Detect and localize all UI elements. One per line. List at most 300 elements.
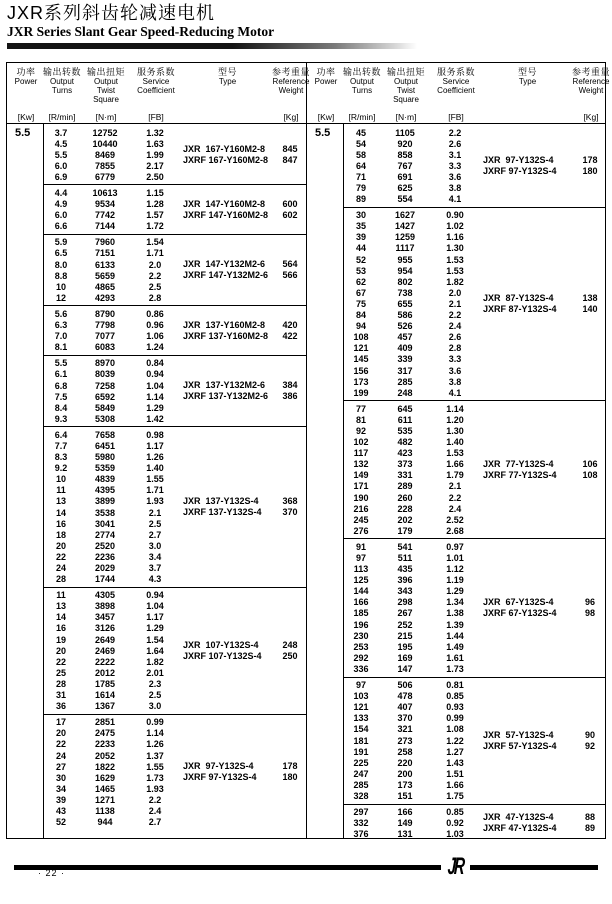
output-torque-cell: 166	[397, 807, 413, 818]
output-torque-cell: 7798	[94, 320, 116, 331]
output-turns-cell: 79	[355, 183, 366, 194]
spec-group	[344, 210, 606, 399]
reference-weight-value: 178	[582, 154, 598, 165]
model-type-label: JXR 107-Y132S-4	[183, 639, 259, 650]
output-torque-cell: 1367	[94, 701, 116, 712]
output-torque-cell: 7144	[94, 221, 116, 232]
output-turns-cell: 5.5	[54, 358, 68, 369]
power-value: 5.5	[15, 127, 31, 139]
footer-rule-left-segment	[14, 865, 441, 870]
service-coefficient-cell: 1.53	[446, 265, 464, 276]
output-turns-cell: 199	[353, 387, 369, 398]
reference-weight-value: 847	[282, 154, 298, 165]
spec-group	[344, 127, 606, 205]
output-torque-cell: 409	[397, 343, 413, 354]
output-torque-cell: 298	[397, 597, 413, 608]
service-coefficient-cell: 1.26	[146, 452, 164, 463]
power-value: 5.5	[315, 127, 331, 139]
output-torque-cell: 1822	[94, 761, 116, 772]
right-table-body	[307, 124, 606, 838]
output-turns-cell: 16	[55, 518, 66, 529]
group-separator	[344, 207, 606, 208]
output-torque-cell: 2029	[94, 563, 116, 574]
output-turns-cell: 245	[353, 514, 369, 525]
output-turns-cell: 4.9	[54, 199, 68, 210]
service-coefficient-cell: 1.20	[446, 414, 464, 425]
output-torque-cell: 149	[397, 818, 413, 829]
output-torque-cell: 5980	[94, 452, 116, 463]
group-separator	[44, 234, 306, 235]
output-turns-cell: 8.3	[54, 452, 68, 463]
output-turns-cell: 8.1	[54, 342, 68, 353]
output-turns-cell: 4.5	[54, 138, 68, 149]
service-coefficient-cell: 1.30	[446, 243, 464, 254]
output-torque-cell: 7960	[94, 237, 116, 248]
output-torque-cell: 586	[397, 310, 413, 321]
model-type-label: JXRF 137-Y132M2-6	[183, 391, 269, 402]
reference-weight-value: 92	[584, 740, 595, 751]
page-title-en: JXR Series Slant Gear Speed-Reducing Motor	[7, 24, 275, 39]
service-coefficient-cell: 1.66	[446, 779, 464, 790]
service-coefficient-cell: 2.5	[148, 281, 162, 292]
turns-label-en2: Turns	[351, 85, 373, 95]
output-turns-cell: 196	[353, 619, 369, 630]
weight-block	[275, 380, 305, 402]
model-type-label: JXRF 137-Y160M2-8	[183, 330, 269, 341]
output-turns-cell: 225	[353, 757, 369, 768]
service-coefficient-cell: 3.4	[148, 551, 162, 562]
power-column	[7, 124, 44, 838]
output-turns-cell: 216	[353, 503, 369, 514]
output-turns-cell: 171	[353, 481, 369, 492]
output-turns-cell: 58	[355, 149, 366, 160]
service-coefficient-cell: 3.3	[448, 354, 462, 365]
turns-label-en1: Output	[349, 77, 374, 86]
model-type-label: JXR 87-Y132S-4	[483, 292, 554, 303]
weight-label-en2: Weight	[278, 85, 304, 95]
output-torque-cell: 6083	[94, 342, 116, 353]
output-turns-cell: 89	[355, 194, 366, 205]
weight-block	[275, 640, 305, 662]
service-column-header	[433, 67, 479, 123]
output-torque-cell: 3899	[94, 496, 116, 507]
output-torque-cell: 8970	[94, 358, 116, 369]
output-torque-cell: 2520	[94, 540, 116, 551]
power-label-en: Power	[14, 77, 38, 86]
service-coefficient-cell: 0.84	[146, 358, 164, 369]
output-turns-cell: 6.5	[54, 248, 68, 259]
output-torque-cell: 228	[397, 503, 413, 514]
group-separator	[44, 587, 306, 588]
service-coefficient-cell: 1.66	[446, 459, 464, 470]
service-coefficient-cell: 2.5	[148, 690, 162, 701]
reference-weight-value: 180	[282, 772, 298, 783]
service-label-en2: Coefficient	[137, 85, 175, 95]
output-torque-cell: 151	[397, 790, 413, 801]
model-type-label: JXR 137-Y160M2-8	[183, 319, 266, 330]
power-label-zh: 功率	[16, 67, 36, 77]
output-turns-cell: 276	[353, 525, 369, 536]
spec-group	[344, 541, 606, 674]
data-column	[344, 124, 606, 838]
type-block	[178, 640, 275, 662]
torque-unit: [N·m]	[95, 112, 117, 122]
service-coefficient-cell: 2.50	[146, 171, 164, 182]
reference-weight-value: 845	[282, 143, 298, 154]
model-type-label: JXR 77-Y132S-4	[483, 458, 554, 469]
output-turns-cell: 30	[55, 772, 66, 783]
service-coefficient-cell: 3.1	[448, 149, 462, 160]
torque-label-en2: Twist	[96, 85, 116, 95]
output-torque-cell: 321	[397, 724, 413, 735]
model-type-label: JXRF 147-Y132M2-6	[183, 270, 269, 281]
reference-weight-value: 90	[584, 729, 595, 740]
left-table-header	[7, 63, 311, 124]
service-coefficient-cell: 1.54	[146, 237, 164, 248]
output-torque-cell: 2052	[94, 750, 116, 761]
service-coefficient-cell: 2.2	[448, 492, 462, 503]
torque-label-en1: Output	[93, 77, 118, 86]
service-coefficient-cell: 2.2	[148, 794, 162, 805]
output-torque-cell: 478	[397, 691, 413, 702]
output-torque-cell: 6133	[94, 259, 116, 270]
service-coefficient-cell: 0.92	[446, 818, 464, 829]
reference-weight-value: 600	[282, 198, 298, 209]
service-unit: [FB]	[448, 112, 464, 122]
weight-block	[275, 320, 305, 342]
output-turns-cell: 54	[355, 138, 366, 149]
service-coefficient-cell: 1.26	[146, 739, 164, 750]
weight-label-en2: Weight	[578, 85, 604, 95]
output-torque-cell: 6779	[94, 171, 116, 182]
weight-block	[575, 155, 605, 177]
output-torque-cell: 331	[397, 470, 413, 481]
reference-weight-value: 89	[584, 823, 595, 834]
output-turns-cell: 190	[353, 492, 369, 503]
service-coefficient-cell: 4.3	[148, 574, 162, 585]
type-block	[178, 761, 275, 783]
power-column	[307, 124, 344, 838]
output-torque-cell: 5359	[94, 463, 116, 474]
type-block	[178, 496, 275, 518]
weight-block	[575, 730, 605, 752]
output-turns-cell: 92	[355, 425, 366, 436]
output-turns-cell: 17	[55, 717, 66, 728]
output-torque-cell: 511	[397, 553, 413, 564]
service-coefficient-cell: 1.03	[446, 829, 464, 838]
output-turns-cell: 156	[353, 365, 369, 376]
service-coefficient-cell: 1.51	[446, 768, 464, 779]
output-torque-cell: 2475	[94, 728, 116, 739]
reference-weight-value: 602	[282, 209, 298, 220]
output-turns-cell: 4.4	[54, 188, 68, 199]
turns-label-en2: Turns	[51, 85, 73, 95]
left-table-body	[7, 124, 306, 838]
service-coefficient-cell: 4.1	[448, 387, 462, 398]
type-label-zh: 型号	[217, 67, 237, 77]
output-torque-cell: 541	[397, 541, 413, 552]
output-torque-cell: 611	[397, 414, 413, 425]
group-separator	[44, 355, 306, 356]
output-turns-cell: 62	[355, 276, 366, 287]
service-coefficient-cell: 1.42	[146, 413, 164, 424]
model-type-label: JXRF 97-Y132S-4	[483, 165, 557, 176]
output-torque-cell: 200	[397, 768, 413, 779]
spec-group	[44, 187, 306, 231]
service-coefficient-cell: 1.40	[146, 463, 164, 474]
output-torque-cell: 2222	[94, 656, 116, 667]
weight-block	[275, 199, 305, 221]
output-turns-cell: 121	[353, 343, 369, 354]
output-turns-cell: 6.1	[54, 369, 68, 380]
power-column-header	[7, 67, 45, 123]
output-turns-cell: 52	[55, 817, 66, 828]
output-turns-cell: 6.3	[54, 320, 68, 331]
group-separator	[44, 305, 306, 306]
service-coefficient-cell: 2.1	[148, 507, 162, 518]
model-type-label: JXRF 57-Y132S-4	[483, 740, 557, 751]
output-torque-cell: 5308	[94, 413, 116, 424]
spec-group	[44, 358, 306, 425]
output-turns-cell: 6.6	[54, 221, 68, 232]
output-turns-cell: 35	[355, 221, 366, 232]
output-torque-cell: 1614	[94, 690, 116, 701]
torque-label-en3: Square	[393, 94, 419, 104]
weight-unit: [Kg]	[583, 112, 599, 122]
output-turns-cell: 39	[355, 232, 366, 243]
output-torque-cell: 2774	[94, 529, 116, 540]
output-torque-cell: 343	[397, 586, 413, 597]
page-number: · 22 ·	[38, 868, 66, 878]
model-type-label: JXR 97-Y132S-4	[483, 154, 554, 165]
output-torque-cell: 248	[397, 387, 413, 398]
service-coefficient-cell: 1.82	[146, 656, 164, 667]
service-coefficient-cell: 1.17	[146, 440, 164, 451]
output-turns-cell: 13	[55, 601, 66, 612]
output-turns-cell: 94	[355, 321, 366, 332]
output-turns-cell: 39	[55, 794, 66, 805]
reference-weight-value: 138	[582, 292, 598, 303]
spec-group	[44, 237, 306, 304]
output-torque-cell: 526	[397, 321, 413, 332]
output-torque-cell: 147	[397, 663, 413, 674]
output-torque-cell: 3041	[94, 518, 116, 529]
service-coefficient-cell: 1.53	[446, 254, 464, 265]
output-turns-cell: 12	[55, 292, 66, 303]
output-torque-cell: 423	[397, 448, 413, 459]
output-turns-cell: 28	[55, 574, 66, 585]
service-coefficient-cell: 1.38	[446, 608, 464, 619]
service-label-en1: Service	[142, 77, 170, 86]
output-torque-cell: 738	[397, 287, 413, 298]
output-torque-cell: 6592	[94, 391, 116, 402]
output-turns-cell: 53	[355, 265, 366, 276]
output-torque-cell: 1629	[94, 772, 116, 783]
turns-column-header	[343, 67, 382, 123]
output-turns-cell: 75	[355, 298, 366, 309]
reference-weight-value: 564	[282, 259, 298, 270]
spec-group	[344, 807, 606, 838]
output-turns-cell: 6.8	[54, 380, 68, 391]
page-header	[7, 2, 607, 49]
output-torque-cell: 12752	[92, 127, 118, 138]
output-turns-cell: 121	[353, 702, 369, 713]
service-coefficient-cell: 2.0	[148, 259, 162, 270]
output-turns-cell: 10	[55, 474, 66, 485]
service-coefficient-cell: 0.96	[146, 320, 164, 331]
output-turns-cell: 25	[55, 667, 66, 678]
output-turns-cell: 113	[353, 564, 369, 575]
weight-label-en1: Reference	[572, 77, 610, 86]
output-turns-cell: 8.8	[54, 270, 68, 281]
output-turns-cell: 7.7	[54, 440, 68, 451]
weight-label-zh: 参考重量	[572, 67, 611, 77]
output-torque-cell: 1138	[95, 805, 115, 816]
output-turns-cell: 247	[353, 768, 369, 779]
output-torque-cell: 625	[397, 183, 413, 194]
service-coefficient-cell: 1.75	[446, 790, 464, 801]
output-turns-cell: 16	[55, 623, 66, 634]
service-coefficient-cell: 3.3	[448, 160, 462, 171]
service-coefficient-cell: 1.27	[446, 746, 464, 757]
type-block	[478, 459, 575, 481]
type-block	[478, 597, 575, 619]
torque-label-en1: Output	[393, 77, 418, 86]
model-type-label: JXR 97-Y132S-4	[183, 761, 254, 772]
output-torque-cell: 5849	[94, 402, 116, 413]
service-unit: [FB]	[148, 112, 164, 122]
weight-block	[575, 459, 605, 481]
service-coefficient-cell: 2.2	[448, 127, 462, 138]
output-torque-cell: 267	[397, 608, 413, 619]
output-turns-cell: 20	[55, 645, 66, 656]
weight-label-zh: 参考重量	[272, 67, 311, 77]
type-block	[478, 155, 575, 177]
service-coefficient-cell: 1.63	[146, 138, 164, 149]
model-type-label: JXRF 77-Y132S-4	[483, 469, 557, 480]
output-turns-cell: 77	[355, 403, 366, 414]
weight-block	[275, 496, 305, 518]
output-torque-cell: 1627	[394, 210, 416, 221]
service-coefficient-cell: 4.1	[448, 194, 462, 205]
service-coefficient-cell: 0.93	[446, 702, 464, 713]
weight-block	[275, 259, 305, 281]
model-type-label: JXRF 67-Y132S-4	[483, 607, 557, 618]
reference-weight-value: 566	[282, 270, 298, 281]
output-torque-cell: 8469	[94, 149, 116, 160]
output-turns-cell: 103	[353, 691, 369, 702]
service-label-zh: 服务系数	[436, 67, 475, 77]
output-torque-cell: 645	[397, 403, 413, 414]
output-turns-cell: 6.4	[54, 429, 68, 440]
model-type-label: JXR 137-Y132M2-6	[183, 380, 266, 391]
service-coefficient-cell: 1.19	[446, 575, 464, 586]
service-coefficient-cell: 1.24	[146, 342, 164, 353]
type-label-en: Type	[218, 77, 237, 86]
output-torque-cell: 9534	[94, 199, 116, 210]
service-coefficient-cell: 1.14	[146, 728, 164, 739]
model-type-label: JXR 57-Y132S-4	[483, 729, 554, 740]
service-coefficient-cell: 2.4	[448, 321, 462, 332]
output-torque-cell: 10440	[92, 138, 118, 149]
reference-weight-value: 384	[282, 380, 298, 391]
service-coefficient-cell: 1.01	[446, 553, 464, 564]
output-turns-cell: 6.0	[54, 210, 68, 221]
service-coefficient-cell: 3.8	[448, 183, 462, 194]
service-coefficient-cell: 1.57	[146, 210, 164, 221]
output-turns-cell: 285	[353, 779, 369, 790]
model-type-label: JXRF 167-Y160M2-8	[183, 154, 269, 165]
output-torque-cell: 260	[397, 492, 413, 503]
output-turns-cell: 9.3	[54, 413, 68, 424]
type-block	[478, 812, 575, 834]
output-turns-cell: 44	[355, 243, 366, 254]
service-coefficient-cell: 3.0	[148, 701, 162, 712]
service-label-zh: 服务系数	[136, 67, 175, 77]
output-torque-cell: 457	[397, 332, 413, 343]
spec-group	[44, 127, 306, 182]
output-turns-cell: 13	[55, 496, 66, 507]
weight-block	[575, 597, 605, 619]
output-torque-cell: 3457	[94, 612, 116, 623]
service-coefficient-cell: 1.14	[446, 403, 464, 414]
service-coefficient-cell: 1.08	[446, 724, 464, 735]
service-coefficient-cell: 2.6	[448, 332, 462, 343]
output-torque-cell: 767	[397, 160, 413, 171]
service-coefficient-cell: 1.04	[146, 380, 164, 391]
service-column-header	[133, 67, 179, 123]
page-title-zh: JXR系列斜齿轮减速电机	[7, 3, 216, 23]
service-coefficient-cell: 2.8	[148, 292, 162, 303]
model-type-label: JXR 47-Y132S-4	[483, 812, 554, 823]
type-block	[178, 144, 275, 166]
output-torque-cell: 6451	[94, 440, 116, 451]
model-type-label: JXRF 107-Y132S-4	[183, 650, 262, 661]
reference-weight-value: 180	[582, 165, 598, 176]
output-turns-cell: 292	[353, 652, 369, 663]
service-coefficient-cell: 2.2	[148, 270, 162, 281]
type-block	[178, 259, 275, 281]
output-torque-cell: 2469	[94, 645, 116, 656]
output-torque-cell: 273	[397, 735, 413, 746]
service-coefficient-cell: 1.29	[146, 402, 164, 413]
output-torque-cell: 285	[397, 376, 413, 387]
service-coefficient-cell: 1.15	[146, 188, 164, 199]
output-torque-cell: 1785	[94, 678, 116, 689]
output-torque-cell: 396	[397, 575, 413, 586]
output-turns-cell: 376	[353, 829, 369, 838]
service-label-en1: Service	[442, 77, 470, 86]
group-separator	[344, 804, 606, 805]
spec-group	[44, 308, 306, 352]
service-coefficient-cell: 3.7	[148, 563, 162, 574]
reference-weight-value: 88	[584, 812, 595, 823]
model-type-label: JXRF 137-Y132S-4	[183, 507, 262, 517]
weight-label-en1: Reference	[272, 77, 310, 86]
service-coefficient-cell: 2.0	[448, 287, 462, 298]
torque-label-zh: 输出扭矩	[86, 67, 125, 77]
service-coefficient-cell: 0.85	[446, 807, 464, 818]
output-turns-cell: 132	[353, 459, 369, 470]
reference-weight-value: 106	[582, 458, 598, 469]
output-turns-cell: 20	[55, 540, 66, 551]
output-torque-cell: 7658	[94, 429, 116, 440]
service-coefficient-cell: 1.64	[146, 645, 164, 656]
service-coefficient-cell: 1.29	[446, 586, 464, 597]
service-coefficient-cell: 1.55	[146, 474, 164, 485]
weight-block	[575, 293, 605, 315]
output-turns-cell: 30	[355, 210, 366, 221]
